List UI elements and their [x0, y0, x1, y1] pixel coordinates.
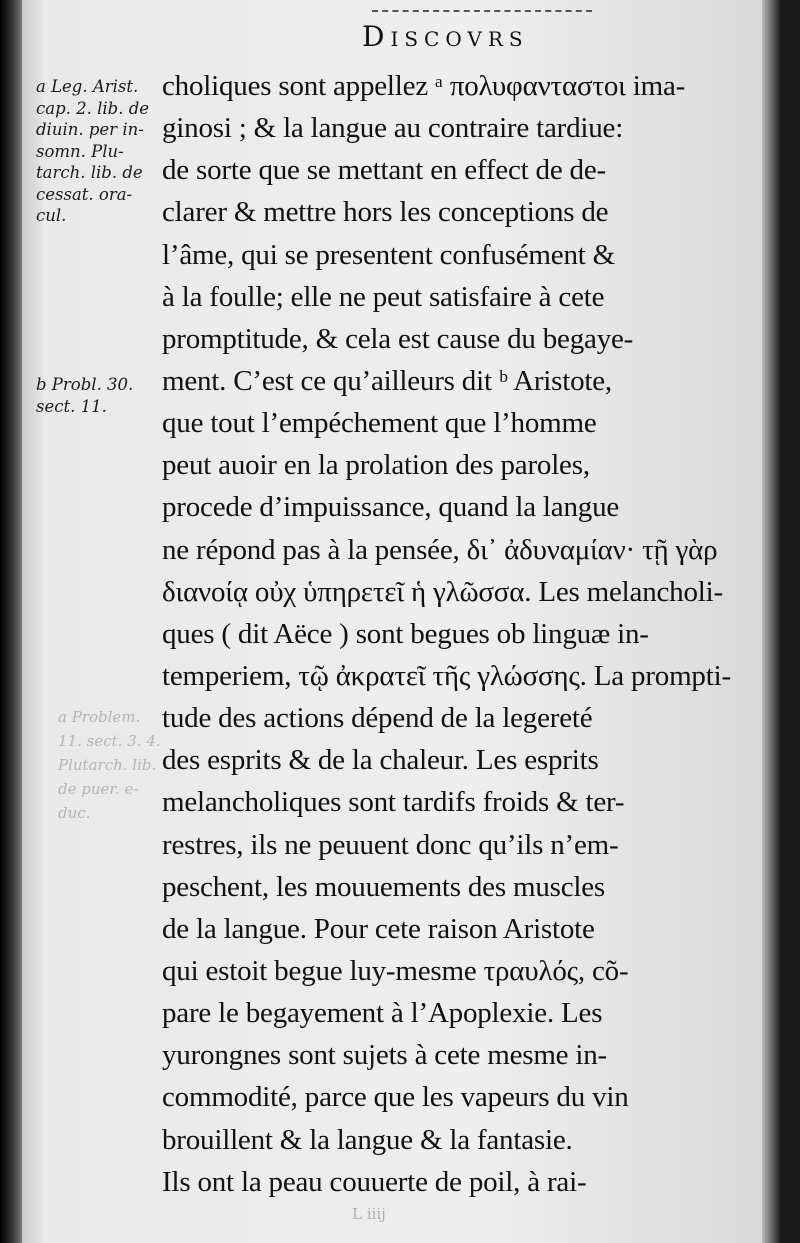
- text-line: qui estoit begue luy-mesme τραυλός, cõ-: [162, 954, 629, 987]
- text-line: procede d’impuissance, quand la langue: [162, 491, 620, 524]
- show-through-margin-text: a Problem. 11. sect. 3. 4. Plutarch. lib. de puer. e- duc.: [58, 708, 161, 822]
- text-line: de sorte que se mettant en effect de de-: [162, 154, 606, 187]
- text-line: à la foulle; elle ne peut satisfaire à cete: [162, 280, 605, 313]
- text-line: promptitude, & cela est cause du begaye-: [162, 322, 634, 355]
- text-line: Ils ont la peau couuerte de poil, à rai-: [162, 1165, 587, 1198]
- text-line: peschent, les mouuements des muscles: [162, 870, 606, 903]
- text-line: διανοίᾳ οὐχ ὑπηρετεῖ ἡ γλῶσσα. Les melancholi-: [162, 575, 723, 608]
- margin-note-a: a Leg. Arist. cap. 2. lib. de diuin. per in- somn. Plu- tarch. lib. de cessat. ora- cul.: [36, 77, 150, 225]
- book-page: [22, 0, 782, 1243]
- text-line: ne répond pas à la pensée, δι᾽ ἀδυναμίαν· τῇ γὰρ: [162, 533, 718, 566]
- text-line: l’âme, qui se presentent confusément &: [162, 238, 616, 271]
- text-line: yurongnes sont sujets à cete mesme in-: [162, 1039, 608, 1072]
- text-line: clarer & mettre hors les conceptions de: [162, 196, 609, 229]
- header-rule: [372, 10, 592, 12]
- page-edge-shadow: [762, 0, 782, 1243]
- text-line: tude des actions dépend de la legereté: [162, 702, 593, 735]
- book-gutter: [0, 0, 24, 1243]
- text-line: commodité, parce que les vapeurs du vin: [162, 1081, 629, 1114]
- text-line: pare le begayement à l’Apoplexie. Les: [162, 997, 603, 1030]
- text-line: de la langue. Pour cete raison Aristote: [162, 912, 595, 945]
- text-line: ginosi ; & la langue au contraire tardiue:: [162, 112, 624, 145]
- running-title: Discovrs: [362, 20, 529, 53]
- text-line: ment. C’est ce qu’ailleurs dit ᵇ Aristote,: [162, 364, 612, 397]
- text-line: temperiem, τῷ ἀκρατεῖ τῆς γλώσσης. La prompti-: [162, 659, 731, 692]
- text-line: melancholiques sont tardifs froids & ter-: [162, 786, 625, 819]
- text-line: ques ( dit Aëce ) sont begues ob linguæ in-: [162, 617, 649, 650]
- text-line: restres, ils ne peuuent donc qu’ils n’em-: [162, 828, 619, 861]
- show-through-signature: L iiij: [352, 1205, 386, 1223]
- text-line: peut auoir en la prolation des paroles,: [162, 449, 590, 482]
- text-line: choliques sont appellez ᵃ πολυφανταστοι ima-: [162, 70, 686, 102]
- text-line: que tout l’empéchement que l’homme: [162, 407, 597, 440]
- margin-note-b: b Probl. 30. sect. 11.: [36, 375, 134, 416]
- text-line: des esprits & de la chaleur. Les esprits: [162, 744, 599, 777]
- text-line: brouillent & la langue & la fantasie.: [162, 1123, 573, 1156]
- body-text: [162, 65, 782, 1203]
